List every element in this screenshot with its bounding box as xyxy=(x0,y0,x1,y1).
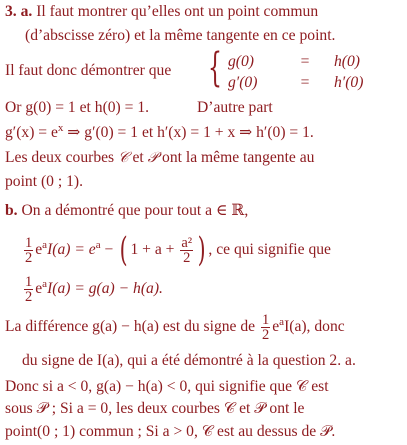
eq1-half-num: 1 xyxy=(25,234,33,251)
part-b-text-1: On a démontré que pour tout a ∈ ℝ, xyxy=(21,202,249,219)
part-b-line-3: du signe de I(a), qui a été démontré à la question 2. a. xyxy=(22,352,356,369)
equation-1 xyxy=(22,230,331,270)
eq1-rhs-exp: a xyxy=(95,239,101,251)
eq2-half-den: 2 xyxy=(25,288,33,305)
part-b-line-2 xyxy=(5,312,345,342)
part-b-line-4: Donc si a < 0, g(a) − h(a) < 0, qui signifie que 𝒞 est xyxy=(5,378,329,395)
derivative-lhs: g′(x) = e xyxy=(5,124,58,141)
part-b-line-1 xyxy=(5,202,248,220)
part-a-line-2: (d’abscisse zéro) et la même tangente en ce point. xyxy=(25,27,336,44)
system-row-2-eq: = xyxy=(300,74,310,91)
curve-c-symbol: 𝒞 xyxy=(118,150,129,166)
part-a-line-5 xyxy=(5,124,314,142)
equation-2 xyxy=(22,273,163,305)
line2-text-b: I(a), donc xyxy=(284,318,345,335)
derivative-rest: ⇒ g′(0) = 1 et h′(x) = 1 + x ⇒ h′(0) = 1. xyxy=(63,124,314,141)
system-row-2 xyxy=(228,73,363,93)
eq1-frac-den: 2 xyxy=(183,249,191,266)
derivative-exp: x xyxy=(57,122,64,134)
eq2-e: e xyxy=(35,280,43,297)
part-a-line-1 xyxy=(5,3,318,21)
eq2-rest: I(a) = g(a) − h(a). xyxy=(47,280,163,297)
system-row-1-rhs: h(0) xyxy=(334,53,360,70)
eq1-inner: 1 + a + xyxy=(130,241,179,258)
part-a-text-1: Il faut montrer qu’elles ont un point commun xyxy=(36,3,319,20)
line6-text-a: Les deux courbes xyxy=(5,149,119,166)
part-b-line-6: point(0 ; 1) commun ; Si a > 0, 𝒞 est au dessus de 𝒫. xyxy=(5,423,336,440)
eq1-frac-num: a² xyxy=(181,234,193,251)
eq2-exp: a xyxy=(42,278,48,290)
eq2-half-num: 1 xyxy=(25,273,33,290)
eq1-lhs-tail: I(a) = e xyxy=(47,241,96,258)
part-b-label: b. xyxy=(5,202,18,219)
part-a-line-4a: Or g(0) = 1 et h(0) = 1. xyxy=(5,99,150,116)
system-row-1-lhs: g(0) xyxy=(228,53,254,70)
eq1-minus: − xyxy=(100,241,118,258)
eq1-after: , ce qui signifie que xyxy=(208,241,331,258)
line2-e: e xyxy=(272,318,280,335)
line2-text-a: La différence g(a) − h(a) est du signe de xyxy=(5,318,259,335)
eq1-paren-close: ) xyxy=(197,230,206,271)
eq1-half xyxy=(24,236,33,265)
eq1-paren-open: ( xyxy=(119,230,128,271)
eq1-half-den: 2 xyxy=(25,249,33,266)
part-a-line-6 xyxy=(5,149,314,167)
part-a-line-4b: D’autre part xyxy=(197,99,273,116)
line6-text-b: et xyxy=(128,149,148,166)
eq1-e: e xyxy=(35,241,43,258)
part-a-line-3: Il faut donc démontrer que xyxy=(5,62,172,79)
line6-text-c: ont la même tangente au xyxy=(158,149,315,166)
part-b-line-5: sous 𝒫 ; Si a = 0, les deux courbes 𝒞 et 𝒫 ont le xyxy=(5,400,305,417)
line2-exp: a xyxy=(279,316,285,328)
eq1-frac xyxy=(180,236,193,265)
curve-p-symbol: 𝒫 xyxy=(147,150,159,166)
part-a-label: 3. a. xyxy=(5,3,33,20)
line2-half-num: 1 xyxy=(262,311,270,328)
system-row-2-lhs: g′(0) xyxy=(228,74,258,91)
line2-half xyxy=(261,313,270,342)
line2-half-den: 2 xyxy=(262,326,270,343)
system-row-2-rhs: h′(0) xyxy=(334,74,364,91)
eq1-exp: a xyxy=(42,239,48,251)
system-brace: { xyxy=(208,45,222,91)
part-a-line-7: point (0 ; 1). xyxy=(5,173,83,190)
system-row-1-eq: = xyxy=(300,53,310,70)
eq2-half xyxy=(24,275,33,304)
system-row-1 xyxy=(228,52,360,72)
